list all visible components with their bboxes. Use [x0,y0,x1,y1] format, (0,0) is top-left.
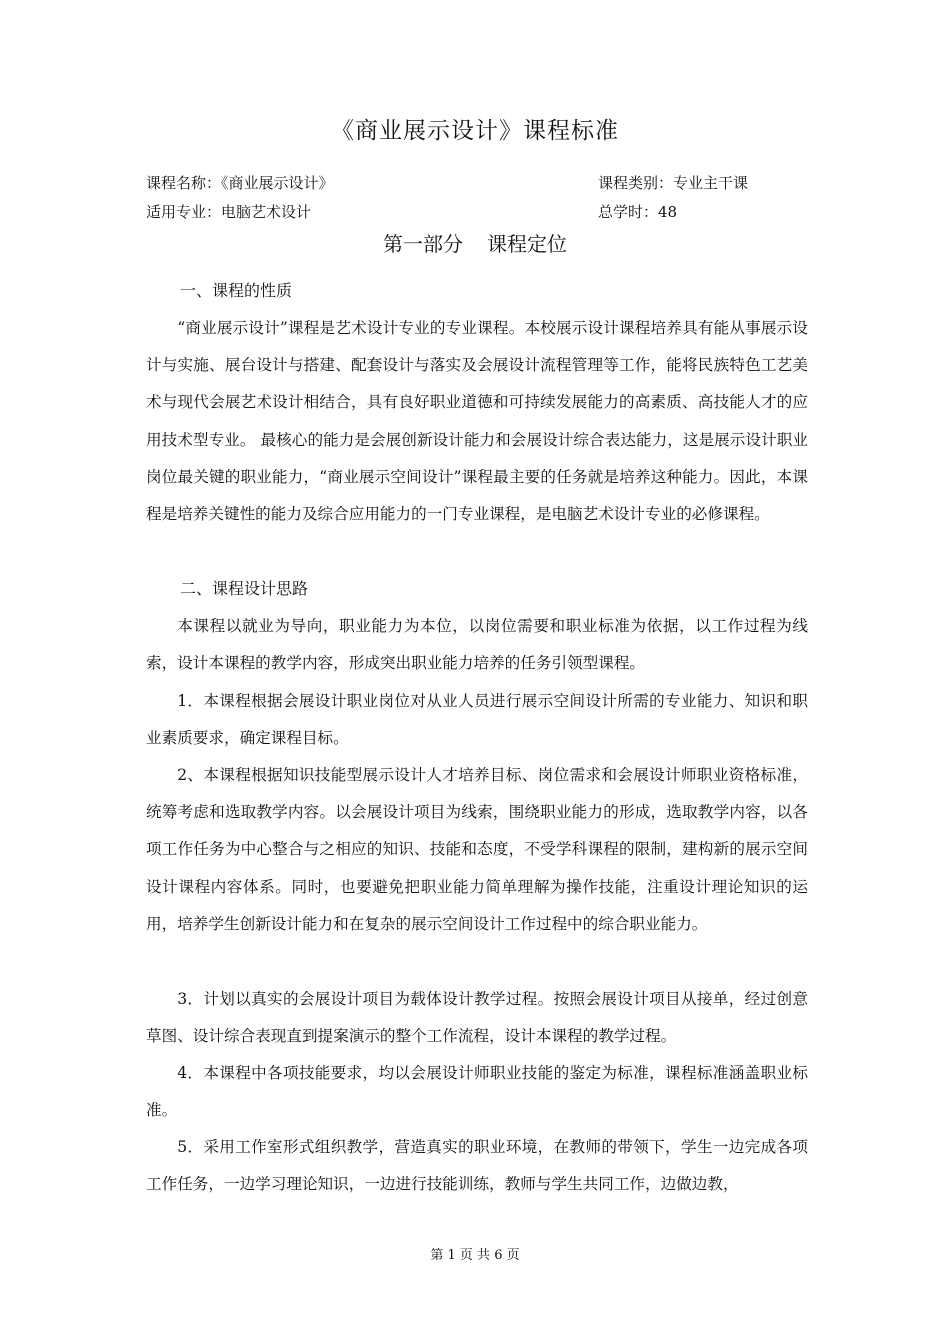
page-footer: 第 1 页 共 6 页 [430,1248,520,1263]
section-paragraph: 2、本课程根据知识技能型展示设计人才培养目标、岗位需求和会展设计师职业资格标准，统筹考虑和选取教学内容。以会展设计项目为线索，围绕职业能力的形成，选取教学内容，以各项工作任务为中心整合与之相应的知识、技能和态度，不受学科课程的限制，建构新的展示空间设计课程内容体系。同时，也要避免把职业能力简单理解为操作技能，注重设计理论知识的运用，培养学生创新设计能力和在复杂的展示空间设计工作过程中的综合职业能力。 [146,766,808,933]
part-name: 课程定位 [487,232,567,256]
document-title: 《商业展示设计》课程标准 [331,118,619,144]
section-heading: 一、课程的性质 [180,281,293,300]
section-heading: 二、课程设计思路 [180,579,309,598]
course-type: 课程类别：专业主干课 [598,174,749,192]
applicable-major: 适用专业：电脑艺术设计 [146,203,312,221]
part-title [0,230,950,258]
section-paragraph: 1．本课程根据会展设计职业岗位对从业人员进行展示空间设计所需的专业能力、知识和职业素质要求，确定课程目标。 [146,692,808,748]
course-name: 课程名称：《商业展示设计》 [146,174,334,192]
section-paragraph: “商业展示设计”课程是艺术设计专业的专业课程。本校展示设计课程培养具有能从事展示设计与实施、展台设计与搭建、配套设计与落实及会展设计流程管理等工作，能将民族特色工艺美术与现代会展艺术设计相结合，具有良好职业道德和可持续发展能力的高素质、高技能人才的应用技术型专业。 最核心的能力是会展创新设计能力和会展设计综合表达能力，这是展示设计职业岗位最关键的职业能力，“商业展示空间设计”课程最主要的任务就是培养这种能力。因此，本课程是培养关键性的能力及综合应用能力的一门专业课程，是电脑艺术设计专业的必修课程。 [146,319,808,524]
section-paragraph: 5．采用工作室形式组织教学，营造真实的职业环境，在教师的带领下，学生一边完成各项工作任务，一边学习理论知识，一边进行技能训练，教师与学生共同工作，边做边教， [146,1138,808,1194]
part-number: 第一部分 [383,232,463,256]
section-paragraph: 3．计划以真实的会展设计项目为载体设计教学过程。按照会展设计项目从接单，经过创意草图、设计综合表现直到提案演示的整个工作流程，设计本课程的教学过程。 [146,990,808,1046]
section-paragraph: 本课程以就业为导向，职业能力为本位，以岗位需要和职业标准为依据，以工作过程为线索，设计本课程的教学内容，形成突出职业能力培养的任务引领型课程。 [146,617,808,673]
total-hours: 总学时：48 [598,203,678,221]
section-paragraph: 4．本课程中各项技能要求，均以会展设计师职业技能的鉴定为标准，课程标准涵盖职业标准。 [146,1064,808,1120]
